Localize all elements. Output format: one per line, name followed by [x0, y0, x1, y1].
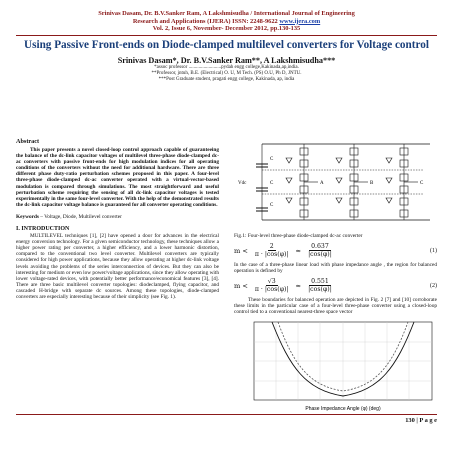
eq2-lhs: m <	[234, 281, 248, 290]
left-column	[16, 138, 219, 419]
eq2-denominator-2: |cos(φ)|	[308, 286, 332, 294]
eq2-number: (2)	[430, 282, 437, 289]
affiliations	[16, 65, 437, 83]
right-column	[234, 138, 437, 419]
eq2-numerator: √3	[267, 278, 276, 286]
keywords-line	[16, 214, 219, 220]
figure-label-phase-c: C	[420, 181, 424, 186]
journal-issn: Research and Applications (IJERA) ISSN: 2248-9622	[132, 17, 278, 25]
figure-label-phase-b: B	[370, 181, 374, 186]
page-number: 130 | P a g e	[405, 417, 437, 424]
abstract-text: This paper presents a novel closed-loop control approach capable of guaranteeing the balance of the dc-link capacitor voltages of multilevel three-phase diode-clamped dc-ac converters with passive front-ends for high modulation indices for all operating conditions of the converters without the need for additional hardware. There are three different phase duty-ratio perturbation schemes proposed in this paper. A four-level three-phase diode-clamped dc-ac converter operated with a virtual-vector-based modulation is compared through simulations. The most straightforward and useful perturbation scheme requiring the sensing of all dc-link capacitor voltages is tested experimentally in the same four-level converter. With the help of the demonstrated results the dc-link capacitor voltage balance is guaranteed for all converter operating conditions.	[16, 147, 219, 208]
figure-label-phase-a: A	[320, 181, 324, 186]
paper-authors: Srinivas Dasam*, Dr. B.V.Sanker Ram**, A Lakshmisudha***	[117, 56, 336, 66]
header-divider	[16, 35, 437, 36]
text-after-eq1: In the case of a three-phase linear load with phase impedance angle , the region for balanced operation is defined by	[234, 262, 437, 275]
eq1-denominator-2: |cos(φ)|	[308, 251, 332, 259]
figure-label-cap-2: C	[270, 181, 274, 186]
eq1-denominator: π · |cos(φ)|	[254, 251, 289, 259]
journal-line-3: Vol. 2, Issue 6, November- December 2012, pp.130-135	[152, 25, 301, 33]
equation-2	[234, 278, 437, 293]
journal-line-2	[16, 18, 437, 26]
affiliation-2: **Professor, jntuh, B.E. (Electrical) O. U, M Tech. (PS) O.U, Ph D, JNTU.	[151, 71, 302, 77]
figure-label-cap-3: C	[270, 203, 274, 208]
figure-label-cap-1: C	[270, 157, 274, 162]
keywords-text: – Voltage, Diode, Multilevel converter	[38, 213, 122, 220]
figure-1-caption: Fig.1: Four-level three-phase diode-clamped dc-ac converter	[234, 233, 363, 239]
eq1-lhs: m <	[234, 246, 248, 255]
two-column-body	[16, 138, 437, 419]
journal-url-link[interactable]: www.ijera.com	[279, 17, 321, 25]
eq2-numerator-2: 0.551	[311, 278, 329, 286]
abstract-heading: Abstract	[16, 138, 40, 145]
introduction-heading: I. INTRODUCTION	[16, 226, 70, 233]
figure-label-vdc: Vdc	[238, 181, 247, 186]
introduction-text: MULTILEVEL techniques [1], [2] have opened a door for advances in the electrical energy conversion technology. For a given semiconductor technology, these techniques allow a higher power rating per converter, a higher efficiency, and a lower harmonic distortion, compared to the conventional two level converter. Multilevel converters are typically considered for high power applications, because they allow operating at higher dc-link voltage levels avoiding the problems of the series interconnection of devices. But they can also be interesting for medium or even low power/voltage applications, since they allow operating with lower voltage-rated devices, with potentially better performance/economical features [3], [4]. There are three basic multilevel converter topologies: diodeclamped, flying capacitor, and cascaded H-bridge with separate dc sources. Among these topologies, diode-clamped converters are especially interesting because of their simplicity (see Fig. 1).	[16, 233, 219, 300]
page-footer	[16, 414, 437, 424]
eq2-denominator: π · |cos(φ)|	[254, 286, 289, 294]
eq1-numerator-2: 0.637	[311, 243, 329, 251]
affiliation-3: ***Post Graduate student, pragati engg college, Kakinada, ap, india	[158, 77, 295, 83]
balance-region-plot	[234, 318, 437, 414]
eq1-numerator: 2	[269, 243, 274, 251]
keywords-label: Keywords	[16, 213, 39, 220]
text-after-eq2: These boundaries for balanced operation are depicted in Fig. 2 [7] and [10] corroborate these limits in the particular case of a four-level three-phase converter using a closed-loop control tied to a conventional nearest-three space vector	[234, 297, 437, 316]
journal-header	[16, 10, 437, 33]
affiliation-1: *assoc professor ..........................pydah engg college,Kakinada,ap,india.	[154, 65, 299, 71]
eq1-number: (1)	[430, 247, 437, 254]
plot-x-axis-label: Phase Impedance Angle (φ) (deg)	[305, 405, 381, 412]
converter-circuit-figure	[234, 138, 437, 226]
eq2-approx: ≈	[295, 281, 302, 290]
journal-line-1: Srinivas Dasam, Dr. B.V.Sanker Ram, A Lakshmisudha / International Journal of Engineering	[98, 10, 355, 17]
eq1-approx: ≈	[295, 246, 302, 255]
equation-1	[234, 243, 437, 258]
paper-title: Using Passive Front-ends on Diode-clamped multilevel converters for Voltage control	[24, 38, 429, 51]
